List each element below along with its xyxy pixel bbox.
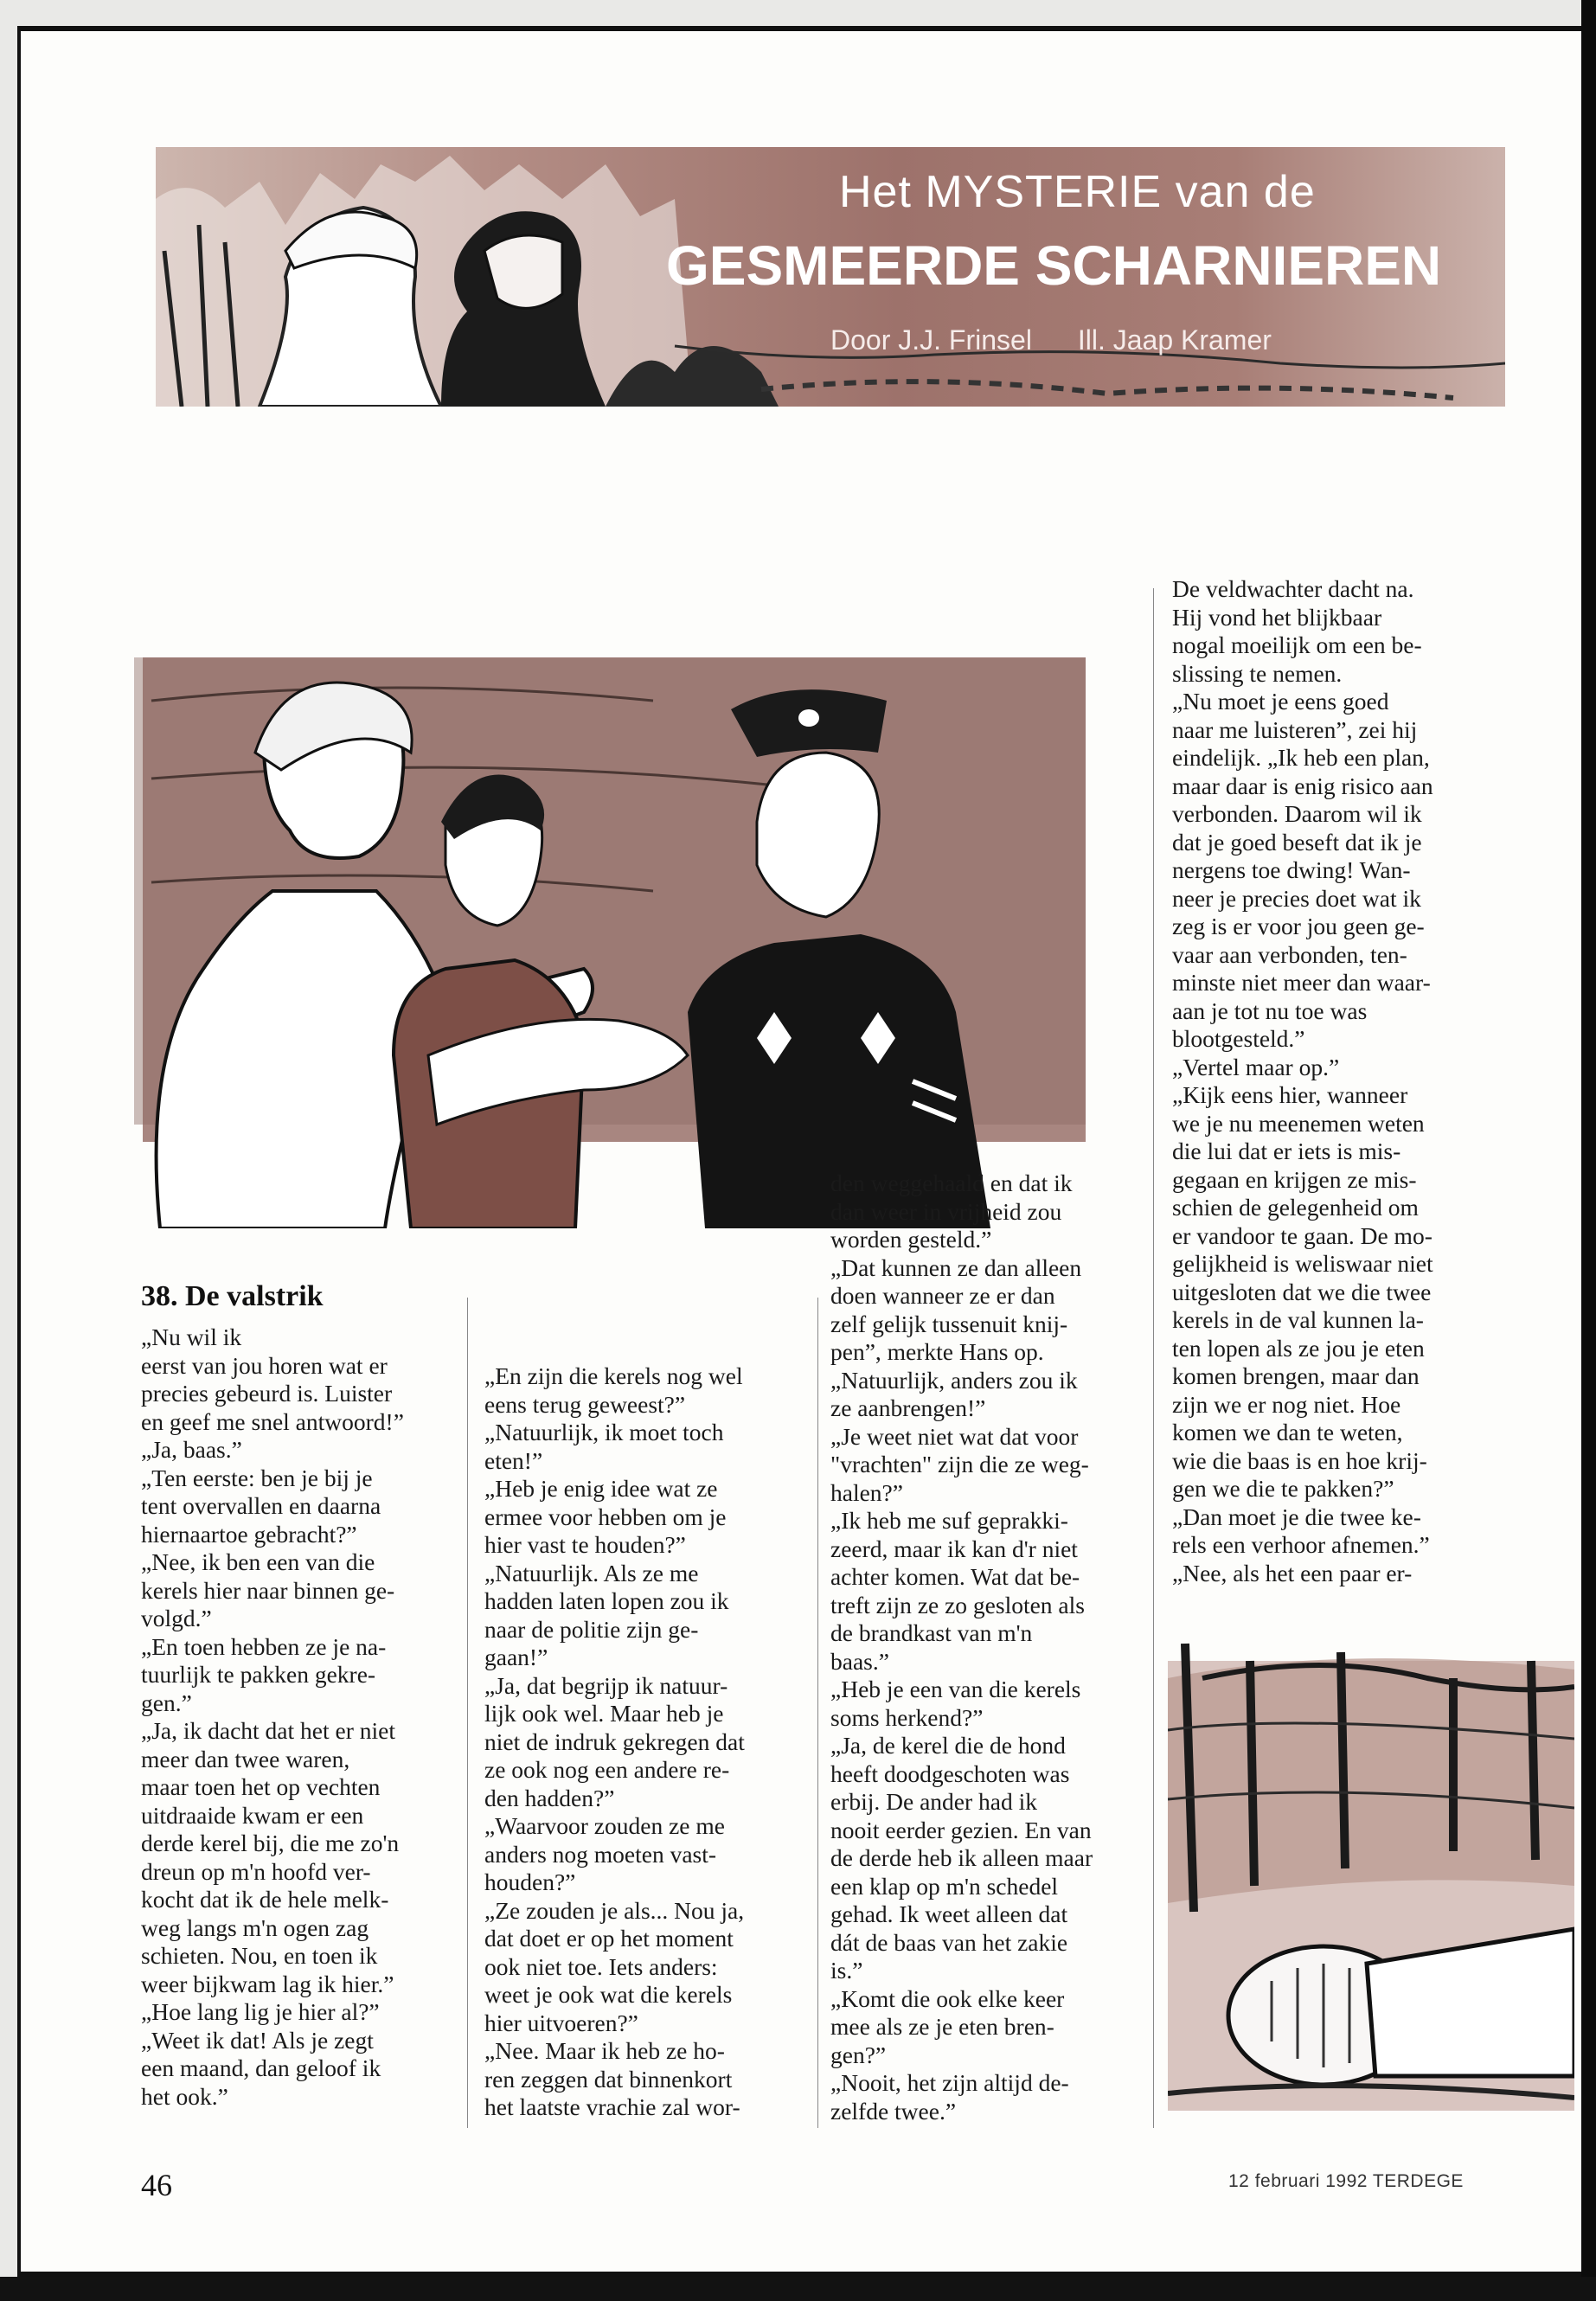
text-line: „Weet ik dat! Als je zegt [141, 2026, 374, 2054]
text-line: volgd.” [141, 1605, 212, 1631]
text-line: ze ook nog een andere re- [484, 1756, 730, 1783]
text-line: achter komen. Wat dat be- [830, 1563, 1080, 1590]
text-line: dat doet er op het moment [484, 1925, 734, 1952]
text-line: rels een verhoor afnemen.” [1172, 1531, 1430, 1558]
text-line: baas.” [830, 1647, 889, 1675]
text-line: schieten. Nou, en toen ik [141, 1942, 378, 1969]
text-line: den weggehaald en dat ik [830, 1170, 1073, 1196]
text-line: ten lopen als ze jou je eten [1172, 1334, 1425, 1362]
text-line: kerels hier naar binnen ge- [141, 1576, 395, 1604]
text-line: verbonden. Daarom wil ik [1172, 800, 1422, 827]
text-line: treft zijn ze zo gesloten als [830, 1591, 1085, 1618]
text-line: slissing te nemen. [1172, 659, 1343, 687]
text-line: gelijkheid is weliswaar niet [1172, 1250, 1433, 1277]
text-line: vaar aan verbonden, ten- [1172, 940, 1407, 968]
text-line: dát de baas van het zakie [830, 1928, 1068, 1956]
text-line: halen?” [830, 1478, 903, 1506]
text-line: hadden laten lopen zou ik [484, 1587, 729, 1614]
text-line: „Heb je enig idee wat ze [484, 1475, 718, 1502]
text-line: heeft doodgeschoten was [830, 1759, 1070, 1787]
text-line: zijn we er nog niet. Hoe [1172, 1390, 1401, 1418]
text-line: „Dat kunnen ze dan alleen [830, 1253, 1082, 1281]
text-line: pen”, merkte Hans op. [830, 1338, 1044, 1365]
text-line: mee als ze je eten bren- [830, 2013, 1054, 2040]
text-line: een klap op m'n schedel [830, 1872, 1059, 1900]
text-line: dat je goed beseft dat ik je [1172, 828, 1422, 856]
text-line: „Natuurlijk. Als ze me [484, 1559, 699, 1586]
text-line: weet je ook wat die kerels [484, 1981, 733, 2008]
text-line: De veldwachter dacht na. [1172, 575, 1414, 602]
text-line: eten!” [484, 1446, 543, 1474]
text-line: worden gesteld.” [830, 1226, 992, 1253]
text-column-4 [1172, 575, 1484, 1587]
text-line: houden?” [484, 1868, 576, 1895]
text-line: „Nee. Maar ik heb ze ho- [484, 2037, 725, 2064]
text-line: „Ja, baas.” [141, 1436, 242, 1463]
text-line: precies gebeurd is. Luister [141, 1380, 393, 1407]
text-line: weer bijkwam lag ik hier.” [141, 1970, 394, 1997]
text-line: ze aanbrengen!” [830, 1394, 986, 1421]
header-banner [156, 147, 1505, 407]
text-line: „En toen hebben ze je na- [141, 1632, 387, 1660]
text-column-1 [141, 1324, 457, 2111]
text-line: weg langs m'n ogen zag [141, 1913, 369, 1941]
text-line: „Nu moet je eens goed [1172, 688, 1389, 715]
text-line: gen we die te pakken?” [1172, 1475, 1394, 1502]
text-line: soms herkend?” [830, 1703, 984, 1731]
text-line: nooit eerder gezien. En van [830, 1816, 1092, 1843]
text-line: „Nee, ik ben een van die [141, 1548, 375, 1575]
text-line: „Waarvoor zouden ze me [484, 1812, 725, 1839]
scan-edge-bottom [0, 2277, 1596, 2301]
chapter-heading: 38. De valstrik [141, 1280, 324, 1312]
text-line: „Nu wil ik [141, 1324, 242, 1350]
text-line: eens terug geweest?” [484, 1390, 686, 1418]
text-line: neer je precies doet wat ik [1172, 884, 1421, 912]
text-line: erbij. De ander had ik [830, 1788, 1038, 1815]
text-line: aan je tot nu toe was [1172, 997, 1368, 1024]
text-line: maar toen het op vechten [141, 1773, 381, 1800]
text-line: komen brengen, maar dan [1172, 1362, 1420, 1389]
text-line: gehad. Ik weet alleen dat [830, 1900, 1068, 1927]
text-line: „Komt die ook elke keer [830, 1984, 1065, 2012]
text-line: is.” [830, 1957, 863, 1984]
text-line: dan weer in vrijheid zou [830, 1197, 1062, 1225]
text-line: gaan!” [484, 1644, 548, 1670]
text-line: kerels in de val kunnen la- [1172, 1306, 1424, 1333]
text-line: „Nooit, het zijn altijd de- [830, 2069, 1069, 2096]
issue-footer: 12 februari 1992 TERDEGE [1228, 2171, 1464, 2191]
text-line: uitgesloten dat we die twee [1172, 1278, 1432, 1305]
text-line: „Ik heb me suf geprakki- [830, 1507, 1068, 1534]
text-line: ren zeggen dat binnenkort [484, 2065, 733, 2093]
banner-title-line-1: Het MYSTERIE van de [839, 167, 1316, 217]
text-line: „Natuurlijk, anders zou ik [830, 1366, 1078, 1394]
banner-byline [830, 324, 1310, 356]
text-line: zeg is er voor jou geen ge- [1172, 913, 1425, 939]
text-line: de brandkast van m'n [830, 1619, 1033, 1646]
text-line: „Heb je een van die kerels [830, 1676, 1081, 1702]
text-line: gen?” [830, 2041, 887, 2068]
text-column-3 [830, 1170, 1155, 2125]
text-line: naar de politie zijn ge- [484, 1615, 699, 1643]
text-line: wie die baas is en hoe krij- [1172, 1446, 1427, 1474]
text-line: zelf gelijk tussenuit knij- [830, 1310, 1068, 1337]
text-line: uitdraaide kwam er een [141, 1801, 364, 1829]
text-line: minste niet meer dan waar- [1172, 969, 1431, 996]
illustrator-credit: Ill. Jaap Kramer [1077, 324, 1272, 356]
text-line: „Ja, dat begrijp ik natuur- [484, 1671, 728, 1699]
text-line: naar me luisteren”, zei hij [1172, 715, 1418, 743]
text-line: nergens toe dwing! Wan- [1172, 856, 1411, 883]
text-line: „Ja, de kerel die de hond [830, 1732, 1066, 1759]
text-line: de derde heb ik alleen maar [830, 1844, 1093, 1871]
text-line: eindelijk. „Ik heb een plan, [1172, 744, 1430, 771]
text-line: "vrachten" zijn die ze weg- [830, 1451, 1089, 1477]
text-line: „Ten eerste: ben je bij je [141, 1464, 373, 1491]
text-line: ermee voor hebben om je [484, 1503, 727, 1530]
text-line: „Dan moet je die twee ke- [1172, 1503, 1421, 1530]
corner-illustration [1168, 1626, 1574, 2111]
text-line: „Nee, als het een paar er- [1172, 1559, 1413, 1586]
text-line: meer dan twee waren, [141, 1745, 350, 1772]
text-line: hiernaartoe gebracht?” [141, 1520, 357, 1548]
main-illustration [134, 606, 1086, 1228]
text-line: anders nog moeten vast- [484, 1840, 717, 1868]
author-credit: Door J.J. Frinsel [830, 324, 1032, 356]
text-line: zeerd, maar ik kan d'r niet [830, 1535, 1078, 1562]
text-line: hier vast te houden?” [484, 1531, 686, 1558]
text-line: we je nu meenemen weten [1172, 1109, 1425, 1137]
text-line: gen.” [141, 1689, 192, 1716]
text-line: die lui dat er iets is mis- [1172, 1138, 1401, 1164]
text-column-2 [484, 1362, 804, 2122]
text-line: een maand, dan geloof ik [141, 2054, 381, 2081]
text-line: komen we dan te weten, [1172, 1419, 1403, 1445]
text-line: hier uitvoeren?” [484, 2009, 638, 2036]
text-line: zelfde twee.” [830, 2097, 957, 2125]
text-line: dreun op m'n hoofd ver- [141, 1857, 371, 1885]
text-line: „Hoe lang lig je hier al?” [141, 1998, 380, 2025]
text-line: den hadden?” [484, 1784, 615, 1811]
column-rule [817, 1298, 818, 2128]
text-line: eerst van jou horen wat er [141, 1351, 388, 1379]
text-line: tuurlijk te pakken gekre- [141, 1661, 376, 1688]
text-line: maar daar is enig risico aan [1172, 772, 1433, 799]
text-line: derde kerel bij, die me zo'n [141, 1830, 400, 1856]
text-line: ook niet toe. Iets anders: [484, 1952, 718, 1980]
text-line: Hij vond het blijkbaar [1172, 603, 1382, 631]
text-line: kocht dat ik de hele melk- [141, 1886, 389, 1913]
text-line: er vandoor te gaan. De mo- [1172, 1221, 1433, 1249]
text-line: „Vertel maar op.” [1172, 1053, 1340, 1080]
text-line: „Ze zouden je als... Nou ja, [484, 1896, 745, 1924]
page-number: 46 [141, 2168, 172, 2202]
text-line: blootgesteld.” [1172, 1025, 1305, 1052]
text-line: tent overvallen en daarna [141, 1492, 381, 1519]
text-line: „Natuurlijk, ik moet toch [484, 1419, 724, 1445]
text-line: het ook.” [141, 2082, 228, 2110]
text-line: „Je weet niet wat dat voor [830, 1422, 1079, 1450]
text-line: gegaan en krijgen ze mis- [1172, 1165, 1417, 1193]
text-line: schien de gelegenheid om [1172, 1194, 1419, 1221]
column-rule [467, 1298, 468, 2128]
text-line: „Ja, ik dacht dat het er niet [141, 1717, 395, 1744]
text-line: lijk ook wel. Maar heb je [484, 1700, 724, 1727]
text-line: niet de indruk gekregen dat [484, 1727, 745, 1755]
text-line: en geef me snel antwoord!” [141, 1407, 404, 1435]
text-line: het laatste vrachie zal wor- [484, 2093, 740, 2120]
scan-edge-right [1581, 0, 1596, 2301]
banner-title-line-2: GESMEERDE SCHARNIEREN [666, 234, 1442, 297]
text-line: doen wanneer ze er dan [830, 1282, 1055, 1309]
text-line: „En zijn die kerels nog wel [484, 1362, 743, 1389]
text-line: nogal moeilijk om een be- [1172, 631, 1422, 658]
text-line: „Kijk eens hier, wanneer [1172, 1081, 1408, 1108]
